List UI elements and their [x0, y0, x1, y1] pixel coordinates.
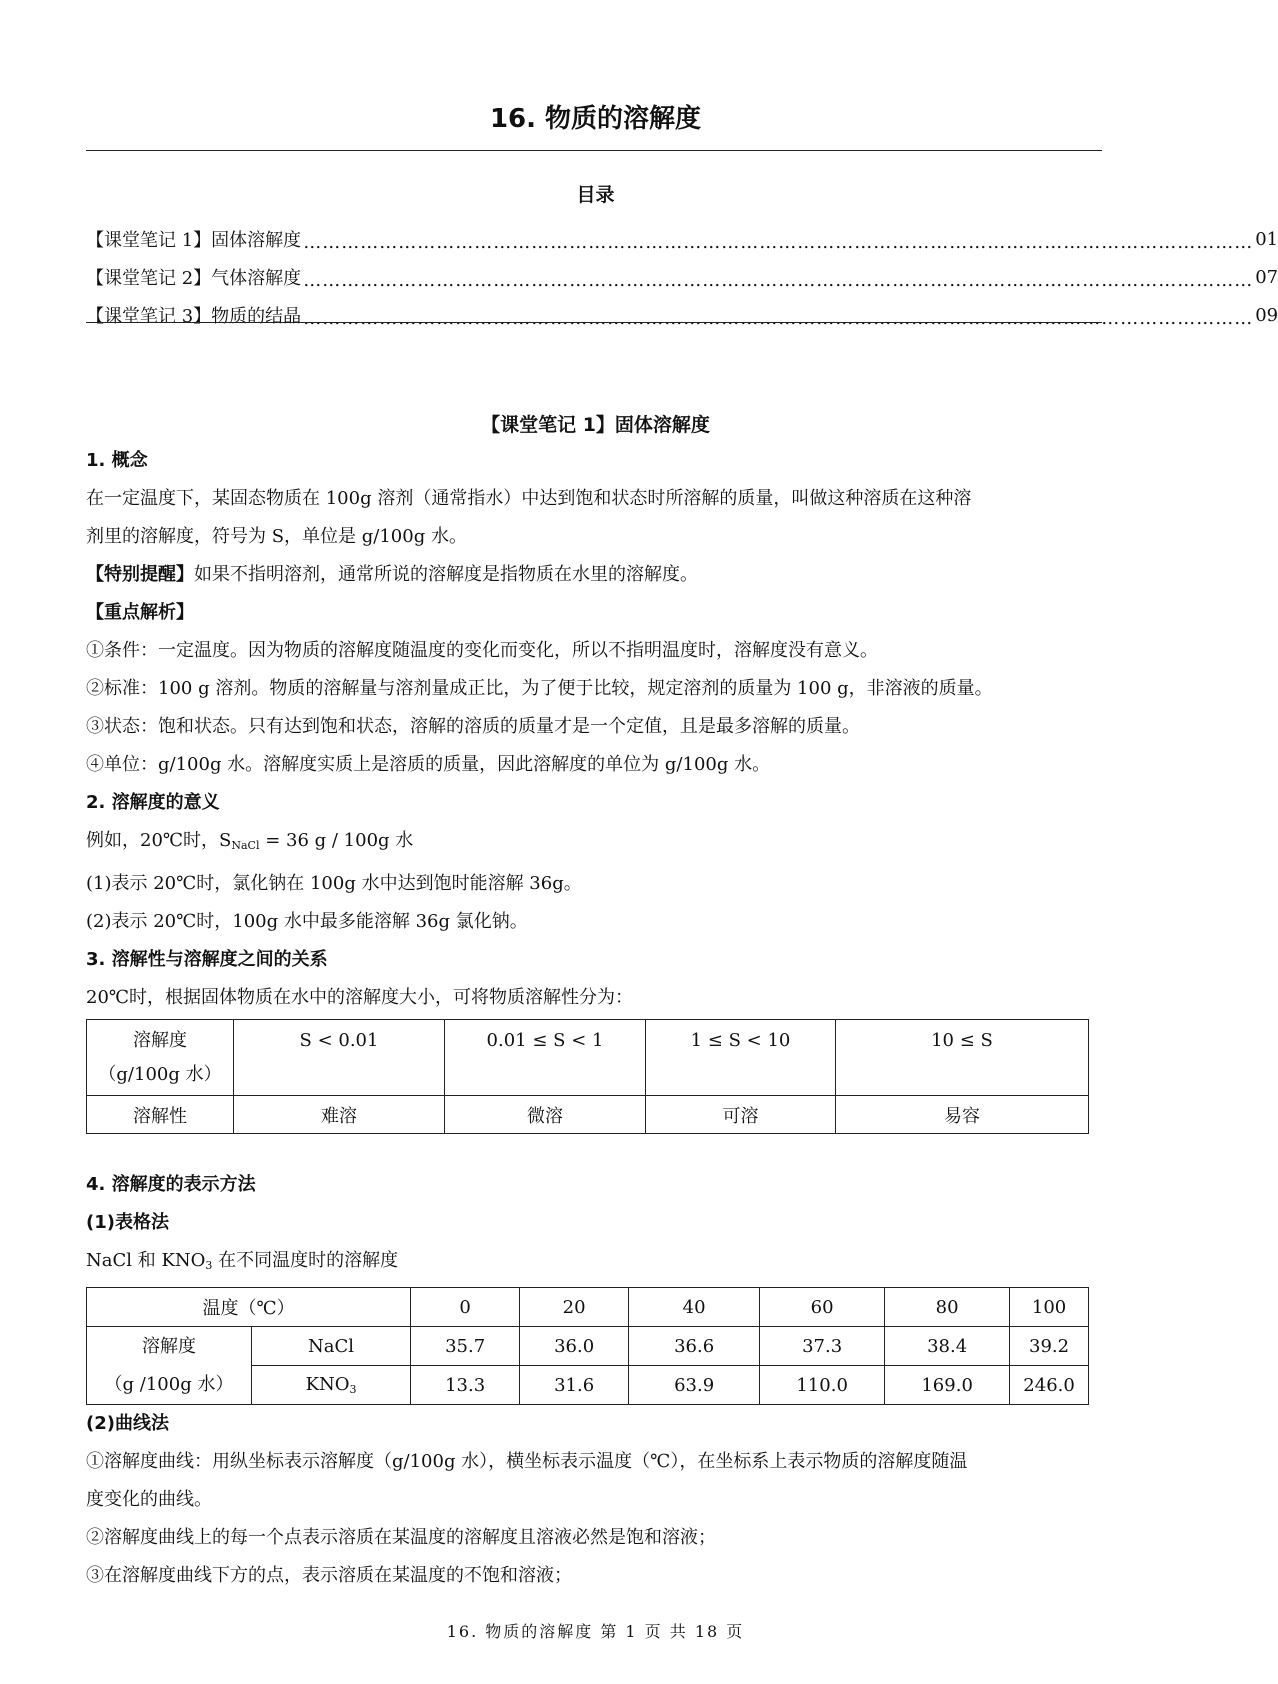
table-cell: [87, 1020, 234, 1096]
table-cell: 80: [885, 1288, 1010, 1327]
table-cell: 35.7: [411, 1327, 520, 1366]
solubility-class-table: [86, 1019, 1089, 1134]
toc-entry-page: 01: [1255, 228, 1278, 250]
curve-line: ③在溶解度曲线下方的点，表示溶质在某温度的不饱和溶液；: [86, 1565, 572, 1586]
table-cell: 13.3: [411, 1366, 520, 1405]
example-suffix: = 36 g / 100g 水: [259, 830, 414, 851]
table-cell: [836, 1020, 1089, 1096]
table-method-heading: (1)表格法: [86, 1212, 169, 1233]
table-row: [87, 1288, 1089, 1327]
curve-line: ①溶解度曲线：用纵坐标表示溶解度（g/100g 水），横坐标表示温度（℃），在坐标系上表示物质的溶解度随温: [86, 1451, 968, 1472]
table-cell: 溶解性: [87, 1096, 234, 1134]
table-cell: [445, 1020, 646, 1096]
table-row: [87, 1096, 1089, 1134]
example-prefix: 例如，20℃时，S: [86, 830, 232, 851]
toc-entry-label: 【课堂笔记 1】固体溶解度: [86, 230, 302, 251]
table-cell: 20: [520, 1288, 629, 1327]
relation-intro: 20℃时，根据固体物质在水中的溶解度大小，可将物质溶解性分为：: [86, 987, 634, 1008]
section-body: [86, 442, 1116, 1595]
analysis-point: ④单位：g/100g 水。溶解度实质上是溶质的质量，因此溶解度的单位为 g/100g 水。: [86, 754, 771, 775]
curve-method-heading: (2)曲线法: [86, 1413, 169, 1434]
top-divider: [86, 150, 1102, 151]
toc-leader-dots: ……………………………………………………………………………………………………………………………………: [303, 269, 1254, 291]
table-cell: 可溶: [646, 1096, 836, 1134]
analysis-label: 【重点解析】: [86, 602, 194, 623]
caption-text: 在不同温度时的溶解度: [212, 1250, 399, 1271]
table-caption: [86, 1242, 1116, 1285]
table-cell: 246.0: [1010, 1366, 1089, 1405]
table-cell: [234, 1020, 445, 1096]
solubility-data-table: [86, 1287, 1089, 1405]
concept-heading: 1. 概念: [86, 450, 148, 471]
cell-text: （g/100g 水）: [98, 1064, 222, 1085]
definition-line: 在一定温度下，某固态物质在 100g 溶剂（通常指水）中达到饱和状态时所溶解的质量，叫做这种溶质在这种溶: [86, 488, 972, 509]
section-title: 【课堂笔记 1】固体溶解度: [481, 414, 710, 436]
table-cell: 63.9: [629, 1366, 760, 1405]
reminder-text: 如果不指明溶剂，通常所说的溶解度是指物质在水里的溶解度。: [194, 564, 698, 585]
meaning-heading: 2. 溶解度的意义: [86, 792, 220, 813]
table-cell: [87, 1327, 252, 1405]
table-row: [87, 1020, 1089, 1096]
special-reminder: [86, 556, 1116, 594]
relation-heading: 3. 溶解性与溶解度之间的关系: [86, 949, 328, 970]
cell-text: 溶解度: [142, 1335, 196, 1357]
cell-subscript: 3: [349, 1383, 357, 1396]
toc-entry[interactable]: [86, 220, 1278, 258]
table-cell: 31.6: [520, 1366, 629, 1405]
table-cell: 38.4: [885, 1327, 1010, 1366]
curve-line: ②溶解度曲线上的每一个点表示溶质在某温度的溶解度且溶液必然是饱和溶液；: [86, 1527, 716, 1548]
reminder-label: 【特别提醒】: [86, 564, 194, 585]
cell-text: 1 ≤ S < 10: [690, 1030, 791, 1051]
analysis-point: ②标准：100 g 溶剂。物质的溶解量与溶剂量成正比，为了便于比较，规定溶剂的质量为 100 g，非溶液的质量。: [86, 678, 993, 699]
toc-entry-page: 07: [1255, 266, 1278, 288]
page-title: 16. 物质的溶解度: [489, 104, 702, 134]
table-cell: 169.0: [885, 1366, 1010, 1405]
toc-entry-label: 【课堂笔记 3】物质的结晶: [86, 306, 302, 327]
toc-entry[interactable]: [86, 296, 1278, 334]
analysis-point: ③状态：饱和状态。只有达到饱和状态，溶解的溶质的质量才是一个定值，且是最多溶解的质量。: [86, 716, 860, 737]
cell-text: 溶解度: [133, 1030, 187, 1051]
curve-line: 度变化的曲线。: [86, 1489, 212, 1510]
representation-heading: 4. 溶解度的表示方法: [86, 1174, 256, 1195]
table-cell: 36.6: [629, 1327, 760, 1366]
meaning-line: (2)表示 20℃时，100g 水中最多能溶解 36g 氯化钠。: [86, 911, 528, 932]
cell-text: 0.01 ≤ S < 1: [486, 1030, 604, 1051]
table-cell: 微溶: [445, 1096, 646, 1134]
caption-subscript: 3: [205, 1259, 213, 1272]
table-cell: 60: [760, 1288, 885, 1327]
page-footer: 16. 物质的溶解度 第 1 页 共 18 页: [446, 1622, 745, 1641]
table-cell: 0: [411, 1288, 520, 1327]
table-row: [87, 1327, 1089, 1366]
toc-entry[interactable]: [86, 258, 1278, 296]
table-cell: [646, 1020, 836, 1096]
toc-heading: 目录: [576, 184, 615, 206]
table-cell: 37.3: [760, 1327, 885, 1366]
table-cell: 易容: [836, 1096, 1089, 1134]
cell-text: S < 0.01: [299, 1030, 379, 1051]
toc-bottom-divider: [86, 322, 1102, 323]
example-subscript: NaCl: [231, 839, 260, 852]
table-cell: 110.0: [760, 1366, 885, 1405]
table-cell: 难溶: [234, 1096, 445, 1134]
toc-entry-page: 09: [1255, 304, 1278, 326]
cell-text: KNO: [305, 1374, 350, 1395]
table-cell: 100: [1010, 1288, 1089, 1327]
caption-text: NaCl 和 KNO: [86, 1250, 206, 1271]
example-line: [86, 822, 1116, 865]
toc-leader-dots: ……………………………………………………………………………………………………………………………………: [303, 231, 1254, 253]
cell-text: （g /100g 水）: [104, 1373, 234, 1395]
toc-leader-dots: ……………………………………………………………………………………………………………………………………: [303, 307, 1254, 329]
meaning-line: (1)表示 20℃时，氯化钠在 100g 水中达到饱时能溶解 36g。: [86, 873, 582, 894]
table-cell: 40: [629, 1288, 760, 1327]
table-cell: 39.2: [1010, 1327, 1089, 1366]
table-cell: 温度（℃）: [87, 1288, 411, 1327]
analysis-point: ①条件：一定温度。因为物质的溶解度随温度的变化而变化，所以不指明温度时，溶解度没有意义。: [86, 640, 878, 661]
table-cell: 36.0: [520, 1327, 629, 1366]
cell-text: 10 ≤ S: [931, 1030, 993, 1051]
table-of-contents: [86, 220, 1278, 334]
definition-line: 剂里的溶解度，符号为 S，单位是 g/100g 水。: [86, 526, 467, 547]
toc-entry-label: 【课堂笔记 2】气体溶解度: [86, 268, 302, 289]
table-cell: NaCl: [252, 1327, 411, 1366]
table-cell: [252, 1366, 411, 1405]
